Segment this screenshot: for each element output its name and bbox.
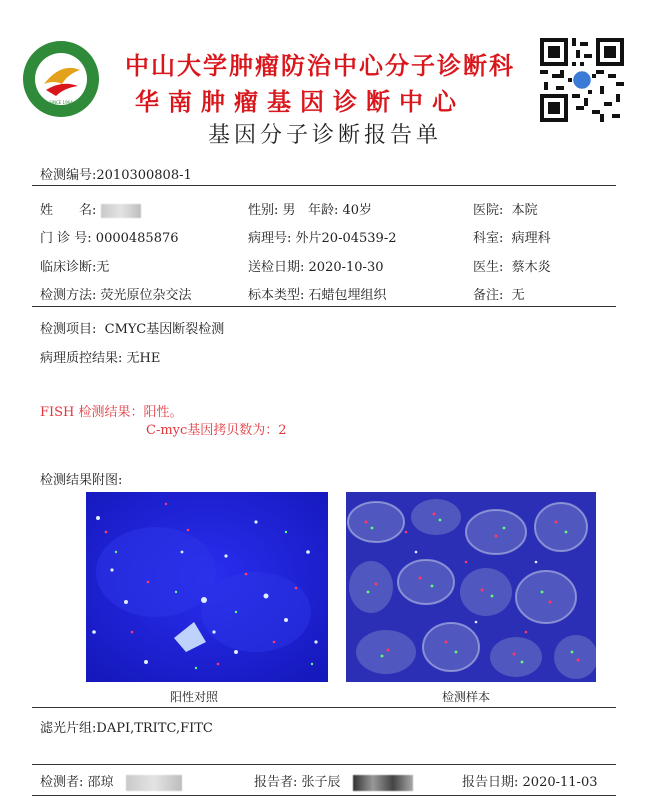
clinic-number-field: 门 诊 号: 0000485876: [40, 231, 179, 246]
divider: [32, 764, 616, 765]
report-date-field: 报告日期: 2020-11-03: [462, 775, 598, 790]
positive-control-image: [86, 492, 328, 682]
test-item: 检测项目: CMYC基因断裂检测: [40, 322, 225, 337]
department-field: 科室: 病理科: [473, 231, 551, 246]
gender-age-field: 性别: 男 年龄: 40岁: [248, 203, 373, 218]
qr-code: [540, 38, 624, 122]
method-field: 检测方法: 荧光原位杂交法: [40, 288, 192, 303]
patient-name-field: 姓 名:: [40, 199, 141, 218]
copy-number: C-myc基因拷贝数为：2: [146, 423, 287, 438]
diagnosis-field: 临床诊断:无: [40, 260, 110, 275]
qc-result: 病理质控结果: 无HE: [40, 351, 161, 366]
redacted-name: [101, 204, 141, 218]
org-name-line1: 中山大学肿瘤防治中心分子诊断科: [125, 51, 515, 80]
figures-label: 检测结果附图:: [40, 473, 123, 488]
specimen-field: 标本类型: 石蜡包埋组织: [248, 288, 387, 303]
positive-control-caption: 阳性对照: [170, 690, 219, 704]
cancer-center-logo: [22, 40, 100, 118]
fish-result: FISH 检测结果：阳性。: [40, 405, 183, 420]
test-sample-image: [346, 492, 596, 682]
divider: [32, 795, 616, 796]
redacted-reporter-signature: [353, 775, 413, 791]
svg-text:SINCE 1964: SINCE 1964: [49, 100, 73, 105]
filter-set: 滤光片组:DAPI,TRITC,FITC: [40, 721, 213, 736]
test-sample-caption: 检测样本: [442, 690, 491, 704]
report-title: 基因分子诊断报告单: [208, 123, 443, 148]
hospital-field: 医院: 本院: [473, 203, 538, 218]
divider: [32, 306, 616, 307]
test-number: 检测编号:2010300808-1: [40, 168, 192, 183]
tester-field: 检测者: 邵琼: [40, 771, 182, 791]
reporter-field: 报告者: 张子辰: [254, 771, 413, 791]
doctor-field: 医生: 蔡木炎: [473, 260, 551, 275]
pathology-number-field: 病理号: 外片20-04539-2: [248, 231, 397, 246]
submit-date-field: 送检日期: 2020-10-30: [248, 260, 384, 275]
redacted-tester-signature: [126, 775, 182, 791]
divider: [32, 707, 616, 708]
org-name-line2: 华南肿瘤基因诊断中心: [135, 87, 465, 116]
note-field: 备注: 无: [473, 288, 525, 303]
divider: [32, 185, 616, 186]
